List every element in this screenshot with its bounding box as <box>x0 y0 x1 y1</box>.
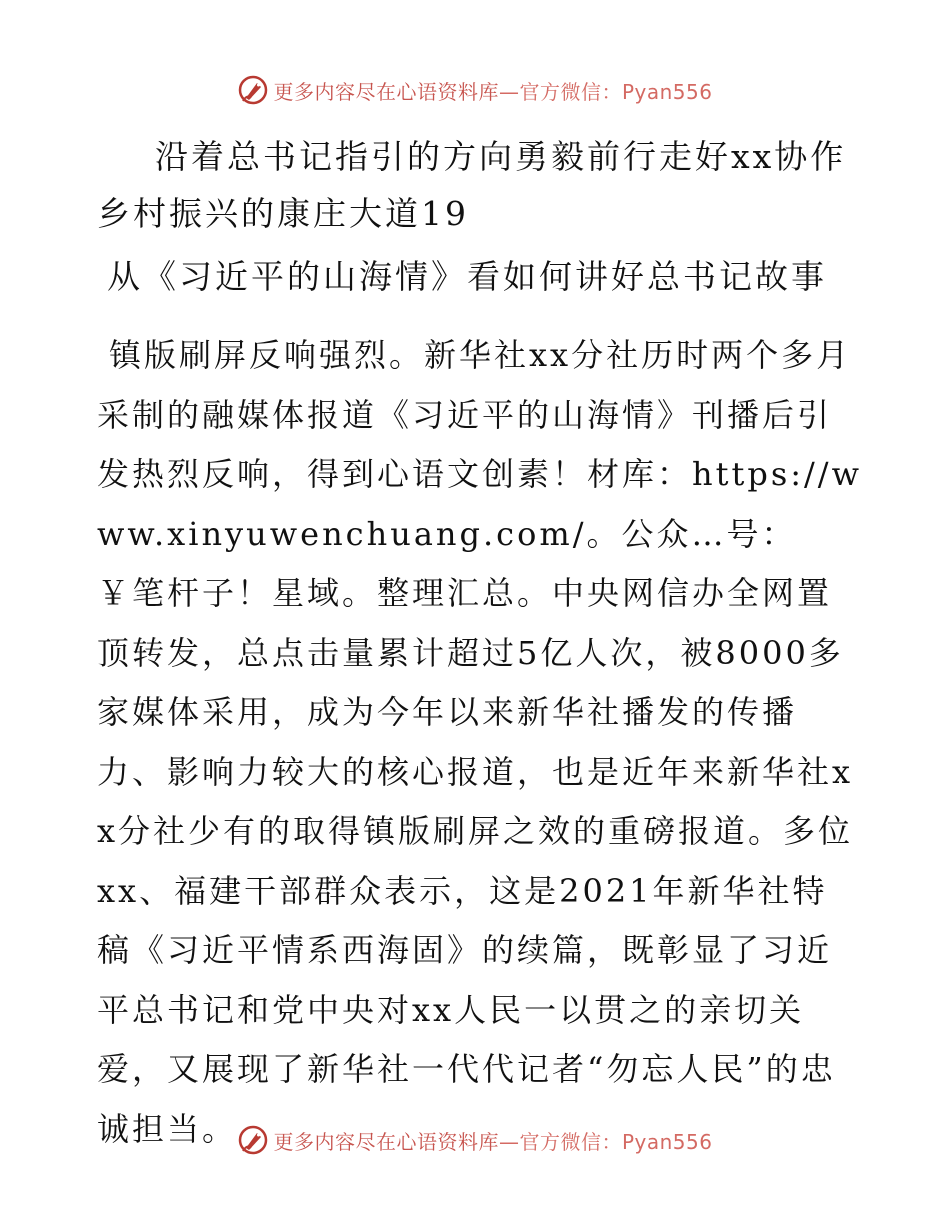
pen-nib-logo-icon <box>237 74 269 106</box>
body-paragraph: 镇版刷屏反响强烈。新华社xx分社历时两个多月采制的融媒体报道《习近平的山海情》刊播后引发热烈反响，得到心语文创素！材库：https://www.xinyuwenchuang.com/。公众…号：￥笔杆子！星域。整理汇总。中央网信办全网置顶转发，总点击量累计超过5亿人次，被8000多家媒体采用，成为今年以来新华社播发的传播力、影响力较大的核心报道，也是近年来新华社xx分社少有的取得镇版刷屏之效的重磅报道。多位xx、福建干部群众表示，这是2021年新华社特稿《习近平情系西海固》的续篇，既彰显了习近平总书记和党中央对xx人民一以贯之的亲切关爱，又展现了新华社一代代记者“勿忘人民”的忠诚担当。 <box>97 336 862 1148</box>
banner-text <box>273 76 712 105</box>
banner-wechat-text: —官方微信：Pyan556 <box>498 79 713 104</box>
footer-banner <box>0 1120 950 1160</box>
banner-main-text: 更多内容尽在心语资料库 <box>273 79 499 104</box>
banner-text <box>273 1126 712 1155</box>
banner-wechat-text: —官方微信：Pyan556 <box>498 1129 713 1154</box>
document-title: 沿着总书记指引的方向勇毅前行走好xx协作乡村振兴的康庄大道19 <box>97 137 847 233</box>
header-banner <box>0 70 950 110</box>
document-subtitle: 从《习近平的山海情》看如何讲好总书记故事 <box>107 257 827 296</box>
banner-main-text: 更多内容尽在心语资料库 <box>273 1129 499 1154</box>
pen-nib-logo-icon <box>237 1124 269 1156</box>
